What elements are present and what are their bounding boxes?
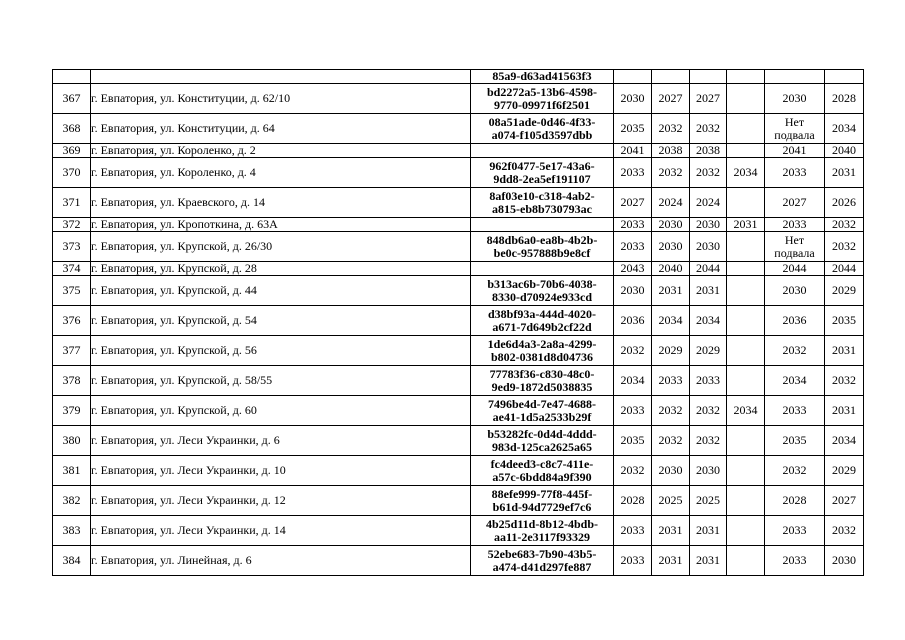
guid-line: a57c-6bdd84a9f390 bbox=[492, 469, 592, 484]
address-cell: г. Евпатория, ул. Кропоткина, д. 63А bbox=[91, 218, 471, 232]
guid-cell bbox=[471, 486, 614, 516]
year-cell: 2032 bbox=[765, 456, 825, 486]
address-cell: г. Евпатория, ул. Линейная, д. 6 bbox=[91, 546, 471, 576]
address-cell: г. Евпатория, ул. Леси Украинки, д. 6 bbox=[91, 426, 471, 456]
housing-schedule-table bbox=[52, 69, 864, 576]
guid-cell bbox=[471, 426, 614, 456]
year-cell: 2033 bbox=[614, 516, 652, 546]
guid-line: 08a51ade-0d46-4f33- bbox=[488, 114, 596, 129]
year-cell: 2034 bbox=[727, 158, 765, 188]
row-number-cell: 368 bbox=[53, 114, 91, 144]
year-cell: 2034 bbox=[825, 114, 864, 144]
row-number-cell: 376 bbox=[53, 306, 91, 336]
row-number-cell: 374 bbox=[53, 262, 91, 276]
guid-cell bbox=[471, 396, 614, 426]
year-cell: 2030 bbox=[690, 232, 727, 262]
year-value: Нет подвала bbox=[774, 114, 815, 142]
row-number-cell bbox=[53, 70, 91, 84]
guid-cell bbox=[471, 276, 614, 306]
row-number-cell: 375 bbox=[53, 276, 91, 306]
year-cell: 2034 bbox=[727, 396, 765, 426]
year-cell: 2031 bbox=[690, 516, 727, 546]
year-cell: 2032 bbox=[825, 516, 864, 546]
year-cell: 2035 bbox=[765, 426, 825, 456]
address-cell: г. Евпатория, ул. Короленко, д. 4 bbox=[91, 158, 471, 188]
year-cell: 2031 bbox=[652, 276, 690, 306]
year-cell bbox=[727, 114, 765, 144]
year-cell bbox=[727, 306, 765, 336]
row-number-cell: 383 bbox=[53, 516, 91, 546]
guid-line: b313ac6b-70b6-4038- bbox=[487, 276, 597, 291]
guid-line: a815-eb8b730793ac bbox=[492, 201, 592, 216]
year-cell: 2031 bbox=[690, 546, 727, 576]
year-cell bbox=[727, 262, 765, 276]
year-cell: 2030 bbox=[690, 218, 727, 232]
year-cell: 2036 bbox=[614, 306, 652, 336]
row-number-cell: 377 bbox=[53, 336, 91, 366]
guid-line: 8af03e10-c318-4ab2- bbox=[489, 188, 595, 203]
guid-cell bbox=[471, 366, 614, 396]
table-row bbox=[53, 456, 864, 486]
guid-cell bbox=[471, 546, 614, 576]
guid-line: 9770-09971f6f2501 bbox=[494, 97, 590, 112]
guid-line: a671-7d649b2cf22d bbox=[492, 319, 592, 334]
year-cell: 2035 bbox=[614, 426, 652, 456]
guid-cell bbox=[471, 84, 614, 114]
guid-line: 962f0477-5e17-43a6- bbox=[489, 158, 595, 173]
year-cell: 2033 bbox=[614, 396, 652, 426]
guid-cell bbox=[471, 456, 614, 486]
year-cell: 2034 bbox=[765, 366, 825, 396]
year-cell: 2029 bbox=[825, 456, 864, 486]
guid-cell bbox=[471, 306, 614, 336]
guid-line: 4b25d11d-8b12-4bdb- bbox=[485, 516, 599, 531]
year-cell: 2030 bbox=[652, 218, 690, 232]
year-cell: 2028 bbox=[614, 486, 652, 516]
row-number-cell: 372 bbox=[53, 218, 91, 232]
year-cell: 2040 bbox=[652, 262, 690, 276]
table-row bbox=[53, 188, 864, 218]
guid-cell bbox=[471, 70, 614, 84]
year-cell: 2027 bbox=[652, 84, 690, 114]
year-cell: 2032 bbox=[765, 336, 825, 366]
year-cell: 2033 bbox=[614, 158, 652, 188]
address-cell: г. Евпатория, ул. Короленко, д. 2 bbox=[91, 144, 471, 158]
year-cell bbox=[727, 516, 765, 546]
year-cell: 2031 bbox=[652, 546, 690, 576]
row-number-cell: 380 bbox=[53, 426, 91, 456]
year-cell: 2028 bbox=[825, 84, 864, 114]
table-row bbox=[53, 516, 864, 546]
guid-line: 1de6d4a3-2a8a-4299- bbox=[487, 336, 597, 351]
table-row bbox=[53, 336, 864, 366]
year-cell: 2027 bbox=[765, 188, 825, 218]
year-cell: 2032 bbox=[652, 114, 690, 144]
year-cell: 2031 bbox=[825, 396, 864, 426]
year-cell: 2035 bbox=[825, 306, 864, 336]
row-number-cell: 381 bbox=[53, 456, 91, 486]
table-row bbox=[53, 114, 864, 144]
year-value: Нет подвала bbox=[774, 232, 815, 260]
guid-line: b61d-94d7729ef7c6 bbox=[492, 499, 592, 514]
table-row bbox=[53, 70, 864, 84]
guid-cell bbox=[471, 336, 614, 366]
guid-cell bbox=[471, 158, 614, 188]
table-row bbox=[53, 232, 864, 262]
guid-line: 848db6a0-ea8b-4b2b- bbox=[486, 232, 598, 247]
year-cell bbox=[825, 70, 864, 84]
row-number-cell: 373 bbox=[53, 232, 91, 262]
guid-line: 88efe999-77f8-445f- bbox=[491, 486, 593, 501]
year-cell bbox=[727, 426, 765, 456]
year-cell: 2031 bbox=[825, 158, 864, 188]
year-cell: 2031 bbox=[727, 218, 765, 232]
row-number-cell: 379 bbox=[53, 396, 91, 426]
year-cell: 2030 bbox=[614, 276, 652, 306]
row-number-cell: 384 bbox=[53, 546, 91, 576]
guid-cell bbox=[471, 516, 614, 546]
year-cell: 2044 bbox=[765, 262, 825, 276]
table-row bbox=[53, 262, 864, 276]
guid-cell bbox=[471, 188, 614, 218]
guid-line: 9dd8-2ea5ef191107 bbox=[493, 171, 591, 186]
guid-line: 9ed9-1872d5038835 bbox=[491, 379, 593, 394]
table-row bbox=[53, 218, 864, 232]
guid-line: 983d-125ca2625a65 bbox=[492, 439, 592, 454]
year-cell: 2032 bbox=[690, 396, 727, 426]
year-cell: 2024 bbox=[652, 188, 690, 218]
table-row bbox=[53, 396, 864, 426]
year-cell: 2029 bbox=[690, 336, 727, 366]
year-cell: 2030 bbox=[825, 546, 864, 576]
address-cell: г. Евпатория, ул. Краевского, д. 14 bbox=[91, 188, 471, 218]
table-row bbox=[53, 426, 864, 456]
year-cell: 2033 bbox=[765, 516, 825, 546]
year-cell: 2032 bbox=[825, 218, 864, 232]
year-cell bbox=[765, 70, 825, 84]
address-cell: г. Евпатория, ул. Крупской, д. 58/55 bbox=[91, 366, 471, 396]
year-cell: 2034 bbox=[652, 306, 690, 336]
guid-line: 77783f36-c830-48c0- bbox=[489, 366, 595, 381]
guid-line: fc4deed3-c8c7-411e- bbox=[490, 456, 594, 471]
address-cell: г. Евпатория, ул. Конституции, д. 64 bbox=[91, 114, 471, 144]
year-cell bbox=[727, 276, 765, 306]
year-cell: 2032 bbox=[652, 396, 690, 426]
year-cell: 2031 bbox=[825, 336, 864, 366]
year-cell: 2041 bbox=[765, 144, 825, 158]
address-cell: г. Евпатория, ул. Леси Украинки, д. 12 bbox=[91, 486, 471, 516]
year-cell: 2027 bbox=[690, 84, 727, 114]
year-cell: 2027 bbox=[614, 188, 652, 218]
year-cell: 2038 bbox=[652, 144, 690, 158]
table-row bbox=[53, 84, 864, 114]
guid-line: 52ebe683-7b90-43b5- bbox=[487, 546, 597, 561]
year-cell bbox=[652, 70, 690, 84]
address-cell: г. Евпатория, ул. Крупской, д. 44 bbox=[91, 276, 471, 306]
year-cell bbox=[727, 366, 765, 396]
year-cell: 2032 bbox=[614, 456, 652, 486]
year-cell: 2034 bbox=[690, 306, 727, 336]
guid-line: 85a9-d63ad41563f3 bbox=[492, 69, 592, 83]
year-cell: 2027 bbox=[825, 486, 864, 516]
year-cell: 2033 bbox=[690, 366, 727, 396]
guid-cell bbox=[471, 114, 614, 144]
year-cell: 2036 bbox=[765, 306, 825, 336]
year-cell: 2032 bbox=[652, 158, 690, 188]
year-cell: 2043 bbox=[614, 262, 652, 276]
guid-line: be0c-957888b9e8cf bbox=[493, 245, 591, 260]
year-cell: 2032 bbox=[825, 366, 864, 396]
year-cell: 2033 bbox=[765, 546, 825, 576]
year-cell: 2033 bbox=[652, 366, 690, 396]
year-cell: 2029 bbox=[825, 276, 864, 306]
year-cell bbox=[727, 486, 765, 516]
year-cell: 2033 bbox=[614, 218, 652, 232]
guid-line: b53282fc-0d4d-4ddd- bbox=[487, 426, 597, 441]
guid-line: aa11-2e3117f93329 bbox=[494, 529, 590, 544]
year-cell bbox=[690, 70, 727, 84]
address-cell: г. Евпатория, ул. Конституции, д. 62/10 bbox=[91, 84, 471, 114]
guid-line: 7496be4d-7e47-4688- bbox=[488, 396, 596, 411]
guid-line: d38bf93a-444d-4020- bbox=[487, 306, 596, 321]
year-cell: 2032 bbox=[690, 426, 727, 456]
year-cell: 2030 bbox=[765, 84, 825, 114]
year-cell bbox=[727, 456, 765, 486]
year-cell: 2024 bbox=[690, 188, 727, 218]
row-number-cell: 378 bbox=[53, 366, 91, 396]
table-row bbox=[53, 276, 864, 306]
year-cell: 2033 bbox=[614, 546, 652, 576]
year-cell: 2031 bbox=[652, 516, 690, 546]
year-cell: 2032 bbox=[825, 232, 864, 262]
address-cell: г. Евпатория, ул. Крупской, д. 26/30 bbox=[91, 232, 471, 262]
guid-line: ae41-1d5a2533b29f bbox=[492, 409, 592, 424]
year-cell bbox=[727, 84, 765, 114]
year-cell: 2030 bbox=[652, 232, 690, 262]
year-cell: 2044 bbox=[690, 262, 727, 276]
year-cell bbox=[727, 188, 765, 218]
year-cell: 2031 bbox=[690, 276, 727, 306]
year-cell: 2044 bbox=[825, 262, 864, 276]
year-cell: 2034 bbox=[825, 426, 864, 456]
year-cell: 2032 bbox=[614, 336, 652, 366]
year-cell bbox=[727, 232, 765, 262]
year-cell: 2026 bbox=[825, 188, 864, 218]
year-cell: 2025 bbox=[652, 486, 690, 516]
year-cell bbox=[727, 336, 765, 366]
year-cell: 2033 bbox=[765, 218, 825, 232]
table-row bbox=[53, 366, 864, 396]
table-row bbox=[53, 144, 864, 158]
table-body bbox=[53, 70, 864, 576]
year-cell bbox=[727, 144, 765, 158]
guid-cell bbox=[471, 218, 614, 232]
guid-line: b802-0381d8d04736 bbox=[490, 349, 594, 364]
year-cell: 2025 bbox=[690, 486, 727, 516]
guid-line: a474-d41d297fe887 bbox=[492, 559, 592, 574]
year-cell bbox=[727, 546, 765, 576]
year-cell bbox=[765, 232, 825, 262]
guid-line: bd2272a5-13b6-4598- bbox=[486, 84, 597, 99]
year-cell: 2033 bbox=[614, 232, 652, 262]
year-cell: 2034 bbox=[614, 366, 652, 396]
guid-line: a074-f105d3597dbb bbox=[491, 127, 593, 142]
year-cell: 2030 bbox=[614, 84, 652, 114]
table-row bbox=[53, 158, 864, 188]
address-cell: г. Евпатория, ул. Крупской, д. 54 bbox=[91, 306, 471, 336]
year-cell: 2032 bbox=[690, 114, 727, 144]
year-cell bbox=[614, 70, 652, 84]
guid-cell bbox=[471, 232, 614, 262]
guid-line: 8330-d70924e933cd bbox=[492, 289, 592, 304]
address-cell bbox=[91, 70, 471, 84]
year-cell: 2032 bbox=[652, 426, 690, 456]
year-cell: 2041 bbox=[614, 144, 652, 158]
address-cell: г. Евпатория, ул. Крупской, д. 56 bbox=[91, 336, 471, 366]
year-cell: 2033 bbox=[765, 396, 825, 426]
year-cell bbox=[765, 114, 825, 144]
year-cell: 2030 bbox=[765, 276, 825, 306]
table-row bbox=[53, 546, 864, 576]
year-cell: 2029 bbox=[652, 336, 690, 366]
year-cell: 2030 bbox=[652, 456, 690, 486]
row-number-cell: 369 bbox=[53, 144, 91, 158]
guid-cell bbox=[471, 262, 614, 276]
address-cell: г. Евпатория, ул. Крупской, д. 28 bbox=[91, 262, 471, 276]
year-cell: 2028 bbox=[765, 486, 825, 516]
row-number-cell: 382 bbox=[53, 486, 91, 516]
table-row bbox=[53, 306, 864, 336]
address-cell: г. Евпатория, ул. Крупской, д. 60 bbox=[91, 396, 471, 426]
row-number-cell: 370 bbox=[53, 158, 91, 188]
guid-cell bbox=[471, 144, 614, 158]
year-cell: 2040 bbox=[825, 144, 864, 158]
year-cell: 2035 bbox=[614, 114, 652, 144]
address-cell: г. Евпатория, ул. Леси Украинки, д. 10 bbox=[91, 456, 471, 486]
address-cell: г. Евпатория, ул. Леси Украинки, д. 14 bbox=[91, 516, 471, 546]
row-number-cell: 371 bbox=[53, 188, 91, 218]
year-cell: 2032 bbox=[690, 158, 727, 188]
year-cell bbox=[727, 70, 765, 84]
year-cell: 2030 bbox=[690, 456, 727, 486]
year-cell: 2038 bbox=[690, 144, 727, 158]
year-cell: 2033 bbox=[765, 158, 825, 188]
row-number-cell: 367 bbox=[53, 84, 91, 114]
table-row bbox=[53, 486, 864, 516]
